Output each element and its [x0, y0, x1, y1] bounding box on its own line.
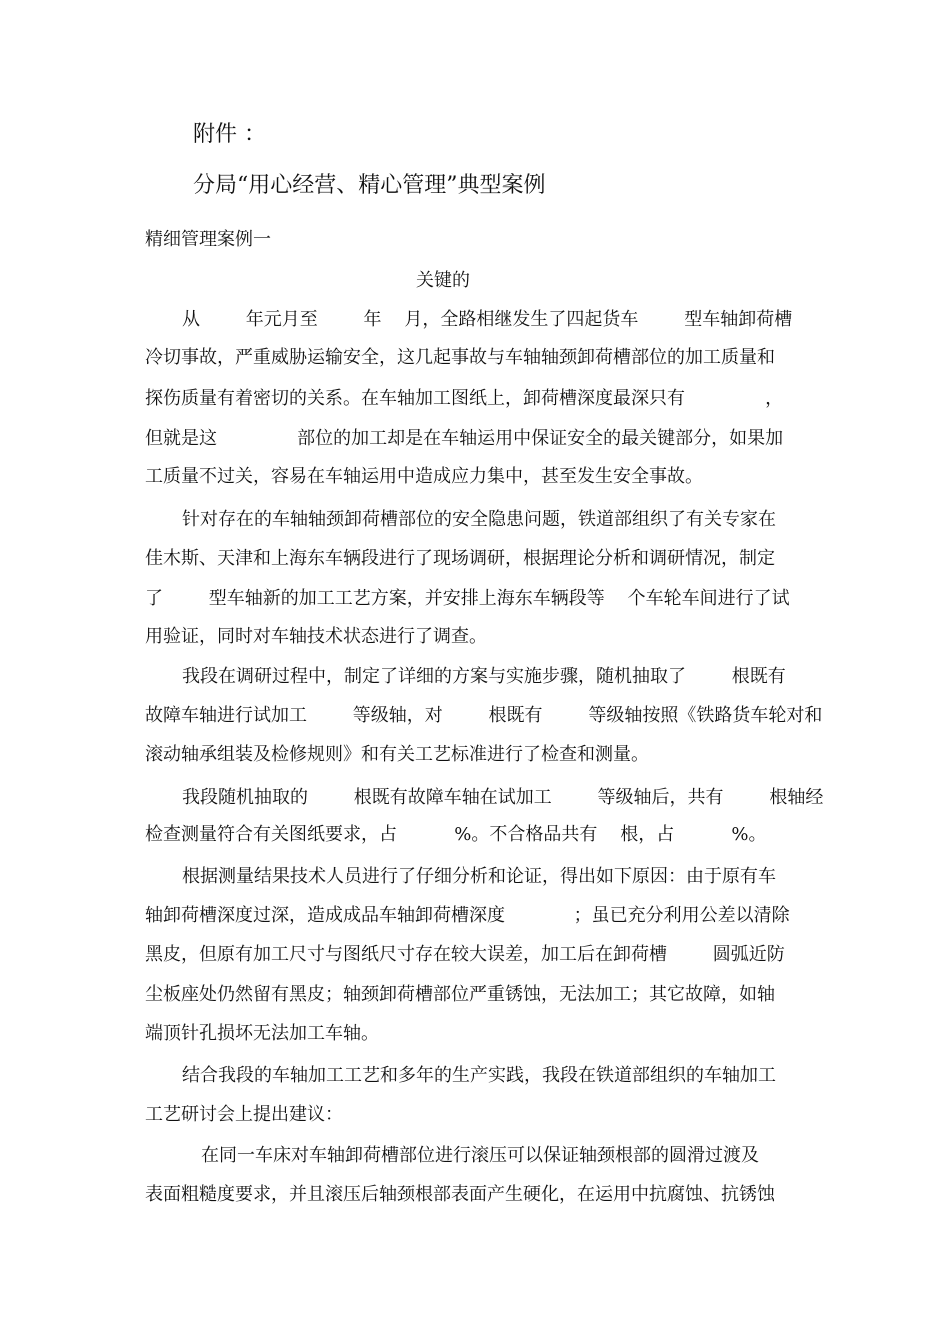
body-line: 工质量不过关，容易在车轴运用中造成应力集中，甚至发生安全事故。: [145, 466, 703, 487]
body-line: 工艺研讨会上提出建议：: [145, 1104, 343, 1125]
body-line: 冷切事故，严重威胁运输安全，这几起事故与车轴轴颈卸荷槽部位的加工质量和: [145, 347, 775, 368]
main-title: 分局“用心经营、精心管理”典型案例: [193, 173, 546, 198]
body-line: 佳木斯、天津和上海东车辆段进行了现场调研，根据理论分析和调研情况，制定: [145, 548, 775, 569]
body-line: 从 年元月至 年 月，全路相继发生了四起货车 型车轴卸荷槽: [182, 309, 793, 330]
attachment-label: 附件 ：: [193, 122, 266, 147]
body-line: 我段在调研过程中，制定了详细的方案与实施步骤，随机抽取了 根既有: [182, 666, 786, 687]
body-line: 检查测量符合有关图纸要求，占 %。不合格品共有 根，占 %。: [145, 824, 767, 845]
body-line: 滚动轴承组装及检修规则》和有关工艺标准进行了检查和测量。: [145, 744, 649, 765]
body-line: 我段随机抽取的 根既有故障车轴在试加工 等级轴后，共有 根轴经: [182, 787, 824, 808]
body-line: 结合我段的车轴加工工艺和多年的生产实践，我段在铁道部组织的车轴加工: [182, 1065, 776, 1086]
body-line: 尘板座处仍然留有黑皮；轴颈卸荷槽部位严重锈蚀，无法加工；其它故障，如轴: [145, 984, 775, 1005]
body-line: 根据测量结果技术人员进行了仔细分析和论证，得出如下原因：由于原有车: [182, 866, 776, 887]
body-line: 针对存在的车轴轴颈卸荷槽部位的安全隐患问题，铁道部组织了有关专家在: [182, 509, 776, 530]
body-line: 用验证，同时对车轴技术状态进行了调查。: [145, 626, 487, 647]
body-line: 了 型车轴新的加工工艺方案，并安排上海东车辆段等 个车轮车间进行了试: [145, 588, 790, 609]
body-line: 黑皮，但原有加工尺寸与图纸尺寸存在较大误差，加工后在卸荷槽 圆弧近防: [145, 944, 785, 965]
body-line: 端顶针孔损坏无法加工车轴。: [145, 1023, 379, 1044]
body-line: 但就是这 部位的加工却是在车轴运用中保证安全的最关键部分，如果加: [145, 428, 784, 449]
body-line: 表面粗糙度要求，并且滚压后轴颈根部表面产生硬化，在运用中抗腐蚀、抗锈蚀: [145, 1184, 775, 1205]
case-subtitle: 关键的: [416, 270, 470, 291]
body-line: 故障车轴进行试加工 等级轴，对 根既有 等级轴按照《铁路货车轮对和: [145, 705, 823, 726]
body-line: 轴卸荷槽深度过深，造成成品车轴卸荷槽深度 ；虽已充分利用公差以清除: [145, 905, 790, 926]
body-line: 在同一车床对车轴卸荷槽部位进行滚压可以保证轴颈根部的圆滑过渡及: [201, 1145, 759, 1166]
case-label: 精细管理案例一: [145, 229, 271, 250]
body-line: 探伤质量有着密切的关系。在车轴加工图纸上，卸荷槽深度最深只有 ，: [145, 388, 784, 409]
